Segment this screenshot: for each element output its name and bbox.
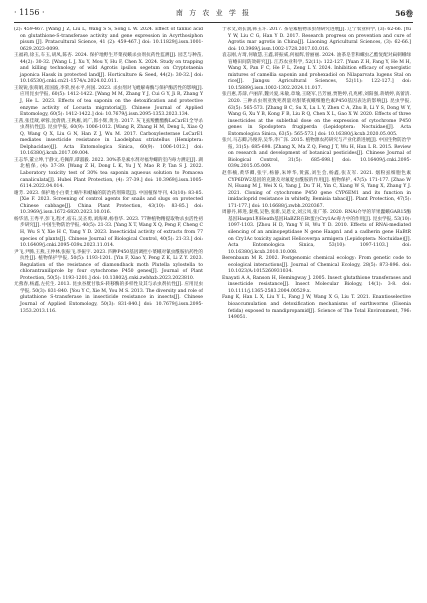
page-header <box>14 8 413 22</box>
reference-entry: Enayati A A, Ranson H, Hemingway J. 2005. Insect glutathione transferases and insecticide resistance[J]. Insect Molecular Biology, 14(1): 3-8. doi: 10.1111/j.1365-2583.2004.00529.x. <box>222 275 411 294</box>
reference-entry: 王志华,董立坤,于静文,毛佩萍,谭淑毅. 2022. 30%茶皂素水剂对福寿螺的室内毒力测定[J]. 湖北植保, (4): 37-39. [Wang Z H, Dong L K, Yu J Y, Mao R P, Tan S J. 2022. Laboratory toxicity test of 30% tea saponin aqueous solution to Pomacea canaliculata[J]. Hubei Plant Protection, (4): 37-39.] doi: 10.3969/j.issn.1005-6114.2022.04.014. <box>14 157 203 190</box>
journal-title: 南 方 农 业 学 报 <box>175 9 252 17</box>
page-number: · 1156 · <box>14 8 45 17</box>
reference-column-right <box>222 27 411 595</box>
reference-entry: 王福莉,徐玉,车玉,胡凤,陈杏. 2024. 保护地野生芹菜夜蛾杀虫剂抗药性监测[J]. 园艺与种苗, 44(2): 30-32. [Wang L J, Xu Y, Mou Y, Hu F, Chen X. 2024. Study on trapping and killing technology of wild Agrotis ipsilon segetum on Cryptotaenia japonica Hassk in protected land[J]. Horticulture & Seed, 44(2): 30-32.] doi: 10.16530/j.cnki.cn21-1574/s.2024.02.011. <box>14 53 203 85</box>
reference-column-left <box>14 27 203 595</box>
reference-entry: Berenbaum M R. 2002. Postgenomic chemical ecology: From genetic code to ecological interactions[J]. Journal of Chemical Ecology, 28(5): 873-896. doi: 10.1023/A:1015260931034. <box>222 256 411 275</box>
reference-entry: Fang K, Han L X, Liu Y L, Fang J W, Wang X G, Liu T. 2021. Enantioselective bioaccumulation and detoxification mechanisms of earthworms (Eisenia fetida) exposed to mandipropamid[J]. Science of The Total Environment, 796: 149051. <box>222 295 411 321</box>
reference-entry: 尤燕春,杨鑫,左托生. 2013. 昆虫谷胱甘肽S-转移酶的多样性及其与杀虫剂抗性[J]. 应用昆虫学报, 50(3): 831-840. [You Y C, Xie M, You M S. 2013. The diversity and role of glutathione S-transferase in insecticide resistance in insects[J]. Chinese Journal of Applied Entomology, 50(3): 831-840.] doi: 10.7679/j.issn.2095-1353.2013.116. <box>14 282 203 314</box>
header-rule <box>14 22 413 23</box>
reference-entry: 尹飞,尹腾,王燕,王仲林,张振飞,李振宇. 2023. 四种P450基因调控小菜蛾对氰虫酰胺抗药性的抗性[J]. 植物保护学报, 50(5): 1193-1201. [Yin F, Xiao Y, Peng Z K, Li Z Y. 2023. Regulation of the resistance of diamondback moth Plutella xylostella to chlorantraniliprole by four cytochrome P450 genes[J]. Journal of Plant Protection, 50(5): 1193-1201.] doi: 10.13802/j.cnki.zwbhxb.2023.2023810. <box>14 249 203 281</box>
reference-entry: 袁志刚,方琦,何敏慧,王鑫,蒋振威,何福辉,曾丽丽. 2024. 油茶皂苷和螺虫乙酯复配对扁刺蛾绿盲蝽田间防效研究[J]. 江苏农业科学, 52(11): 122-127. [Yuan Z H, Fang Y, He M H, Wang X, Pan F C, He F L, Zeng L Y. 2024. Inhibition efficacy of synergistic mixtures of camellia saponin and prohexadiol on Nilaparvata lugens Stal on rice[J]. Jiangsu Agricultural Sciences, 52(11): 122-127.] doi: 10.15889/j.issn.1002-1302.2024.11.017. <box>222 53 411 91</box>
reference-entry: 张兴,马志卿,冯俊涛,吴华,李广泽. 2015. 植物源农药研究与产业化新进展[J]. 中国生物防治学报, 31(5): 685-698. [Zhang X, Ma Z Q, Feng J T, Wu H, Han L R. 2015. Review on research and development of botanical pesticides[J]. Chinese Journal of Biological Control, 31(5): 685-698.] doi: 10.16409/j.cnki.2095-039x.2015.05.009. <box>222 138 411 170</box>
reference-entry: 于永文,刘长润,韩玉斗. 2017. 茶皂素植物杀虫剂研究进展[J]. 辽宁农业科学, (3): 62-66. [Yu Y W, Liu C G, Han Y D. 2017. Research progress on prevention and cure of Agrotis mar agrotis in China[J]. Liaoning Agricultural Sciences, (3): 62-66.] doi: 10.3969/j.issn.1002-1728.2017.03.016. <box>222 27 411 52</box>
reference-entry: 杨华清,王秀平,彭飞,程才,宿石,吴圣勇,刘海翠,杨春华. 2023. 77种植物精提取物杀虫活性初步研究[J]. 中国生物防治学报, 40(5): 21-33. [Yang X T, Wang X Q, Peng F, Cheng C H, Wu S Y, Xie H C, Yang Y D. 2023. Insecticidal activity of extracts from 77 species of plants[J]. Chinese Journal of Biological Control, 40(5): 21-33.] doi: 10.16409/j.cnki.2095-039x.2023.11.014. <box>14 216 203 249</box>
reference-entry: 周静丹,韩进,秦燕,吴艳,张新,吴恩文,刘云凤,张广茶. 2020. RNAi介导的苹果蠹蛾GAR15酶基因Haspn1和Heath基因HaBZR在Bt蛋白Cry1Ac毒力中的作用[J]. 昆虫学报, 53(10): 1097-1103. [Zhou H D, Yang Y H, Wu Y D. 2010. Effects of RNAi-mediated silencing of an aminopeptidase N gene Haapn1 and a cadherin gene HaBtR on Cry1Ac toxicity against Helicoverpa armigera (Lepidoptera: Noctuidae)[J]. Acta Entomologica Sinica, 53(10): 1097-1103.] doi: 10.16380/j.kcxb.2010.10.008. <box>222 210 411 255</box>
reference-entry: (2): 459-467. [Wang J Z, Liu L, Wang S S, Song L W. 2024. Effect of tannic acid on glutathione-S-transferase activity and gene expression in Acyrthosiphon pisum [J]. Pratacultural Science, 41 (2): 459-467.] doi: 10.11829/j.issn.1001-0629.2023-0099. <box>14 27 203 52</box>
reference-entry: 赵伟楠,黄华卿,张宇,杨静,朱坤华,黄露,刘生会,杨鑫,张友军. 2021. 烟粉虱细胞色素CYP6DW2基因的克隆及对氟啶虫酰胺的作用[J]. 植物保护, 47(5): 171-177. [Zhao W N, Huang M J, Wei X G, Yang J, Du T H, Yin C, Xiang W S, Yang X, Zhang Y J. 2021. Cloning of cytochrome P450 gene CYP6EM1 and its function in imidacloprid resistance in whitefly, Bemisia tabaci[J]. Plant Protection, 47(5): 171-177.] doi: 10.16688/j.zwbh.2020367. <box>222 171 411 209</box>
reference-entry: 王锐锐,张萌娟,崔国波,李荣,侯永平,何国. 2023. 杀虫剂对飞蝗解毒酶与保护酶活性的影响[J]. 应用昆虫学报, 60(5): 1412-1422. [Wang M M, Zhang Y J, Cui G Y, Ji R, Zhang Y J, He L. 2023. Effects of tea saponin on the detoxification and protective enzyme activity of Locusta migratoria[J]. Chinese Journal of Applied Entomology, 60(5): 1412-1422.] doi: 10.7679/j.issn.2095-1353.2023.134. <box>14 85 203 118</box>
reference-entry: 谢芳. 2023. 保护地小白菜土蜗牛和蛞蝓的防治药剂筛选[J]. 中国植保导刊, 43(10): 83-85. [Xie F. 2023. Screening of control agents for snails and slugs on protected Chinese cabbage[J]. China Plant Protection, 43(10): 83-85.] doi: 10.3969/j.issn.1672-6820.2023.10.016. <box>14 190 203 216</box>
reference-entry: 王茜,张佳葳,翠蓉,沈倩倩,王秋雁,刘广,郎小辉,黄为. 2017. 灰飞虱羧酸酯酶LsCarE1全导杀虫剂抗性[J]. 昆虫学报, 60(9): 1006-1012. [Wang R, Zhang H M, Deng L, Xiao Q Q, Wang Q X, Liu G N, Han Z J, Wu M. 2017. Carboxylesterase LsCarE1 mediates insecticide resistance in Laodelphax striatellus (Hemiptera: Delphacidae)[J]. Acta Entomologica Sinica, 60(9): 1006-1012.] doi: 10.16380/j.kcxb.2017.09.004. <box>14 118 203 157</box>
reference-entry: 张百惠,苏薛,卢丽萍,魏兴爱,朱敏,章瑜,王晓军,吕芳丽,贾艳婷,孔兆彬,刘阳强,蒋婧婷,高蕾清. 2020. 三种杀虫剂亚致死剂量对甜菜夜蛾细胞色素P450基因表达的影响[J]. 昆虫学报, 63(5): 565-573. [Zhang B C, Su X, Lu L Y, Zhen C A, Zhu B, Li Y S, Dong W Y, Wang G, Xu Y B, Kong F B, Liu R Q, Chen X L, Gao X W. 2020. Effects of three insecticides at the sublethal dose on the expression of cytochrome P450 genes in Spodoptera frugiperda (Lepidoptera: Noctuidae)[J]. Acta Entomologica Sinica, 63(5): 565-573.] doi: 10.16380/j.kcxb.2020.05.005. <box>222 92 411 137</box>
volume-label: 56卷 <box>395 9 413 18</box>
